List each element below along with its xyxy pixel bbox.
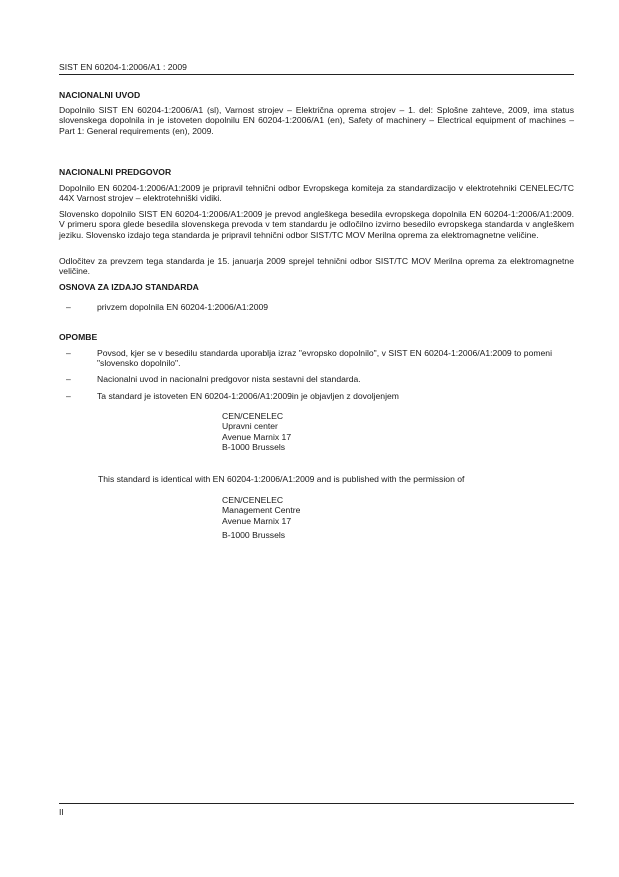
heading-nacionalni-uvod: NACIONALNI UVOD: [59, 90, 141, 100]
paragraph-predgovor-2: Slovensko dopolnilo SIST EN 60204-1:2006/A1:2009 je prevod angleškega besedila evropskega dopolnila EN 60204-1:2006/A1:2009. V primeru spora glede besedila slovenskega prevoda v tem standardu je odločilno izvirno besedilo evropskega standarda v angleškem jeziku. Slovensko izdajo tega standarda je pripravil tehnični odbor SIST/TC MOV Merilna oprema za elektromagnetne veličine.: [59, 209, 574, 240]
paragraph-predgovor-3: Odločitev za prevzem tega standarda je 15. januarja 2009 sprejel tehnični odbor SIST/TC MOV Merilna oprema za elektromagnetne veličine.: [59, 256, 574, 277]
address-line: Management Centre: [222, 505, 301, 516]
english-permission-note: This standard is identical with EN 60204-1:2006/A1:2009 and is published with the permission of: [98, 474, 465, 484]
heading-nacionalni-predgovor: NACIONALNI PREDGOVOR: [59, 167, 172, 177]
address-english: [222, 495, 300, 540]
header-rule: [59, 74, 574, 75]
address-line: CEN/CENELEC: [222, 495, 284, 505]
footer-rule: [59, 803, 574, 804]
list-item-opombe-2: Nacionalni uvod in nacionalni predgovor nista sestavni del standarda.: [97, 374, 361, 384]
bullet-dash: –: [66, 348, 71, 358]
paragraph-predgovor-1: Dopolnilo EN 60204-1:2006/A1:2009 je pripravil tehnični odbor Evropskega komiteja za standardizacijo v elektrotehniki CENELEC/TC 44X Varnost strojev – elektrotehniški vidiki.: [59, 183, 574, 204]
list-item-osnova: privzem dopolnila EN 60204-1:2006/A1:2009: [97, 302, 269, 312]
bullet-dash: –: [66, 374, 71, 384]
address-line: Upravni center: [222, 421, 278, 432]
address-line: B-1000 Brussels: [222, 529, 286, 540]
list-item-opombe-3: Ta standard je istoveten EN 60204-1:2006/A1:2009in je objavljen z dovoljenjem: [97, 391, 399, 401]
heading-osnova: OSNOVA ZA IZDAJO STANDARDA: [59, 282, 199, 292]
bullet-dash: –: [66, 302, 71, 312]
heading-opombe: OPOMBE: [59, 332, 98, 342]
page-number: II: [59, 807, 64, 817]
bullet-dash: –: [66, 391, 71, 401]
address-line: Avenue Marnix 17: [222, 515, 292, 526]
paragraph-uvod: Dopolnilo SIST EN 60204-1:2006/A1 (sl), Varnost strojev – Električna oprema strojev – 1. del: Splošne zahteve, 2009, ima status slovenskega dopolnila in je istoveten dopolnilu EN 60204-1:2006/A1 (en), Safety of machinery – Electrical equipment of machines – Part 1: General requirements (en), 2009.: [59, 105, 574, 136]
address-line: CEN/CENELEC: [222, 411, 284, 421]
list-item-opombe-1: Povsod, kjer se v besedilu standarda uporablja izraz "evropsko dopolnilo", v SIST EN 60204-1:2006/A1:2009 to pomeni "slovensko dopolnilo".: [97, 348, 552, 369]
address-line: B-1000 Brussels: [222, 441, 286, 452]
document-header-title: SIST EN 60204-1:2006/A1 : 2009: [59, 62, 187, 72]
address-line: Avenue Marnix 17: [222, 431, 292, 442]
address-slovenian: [222, 411, 291, 452]
